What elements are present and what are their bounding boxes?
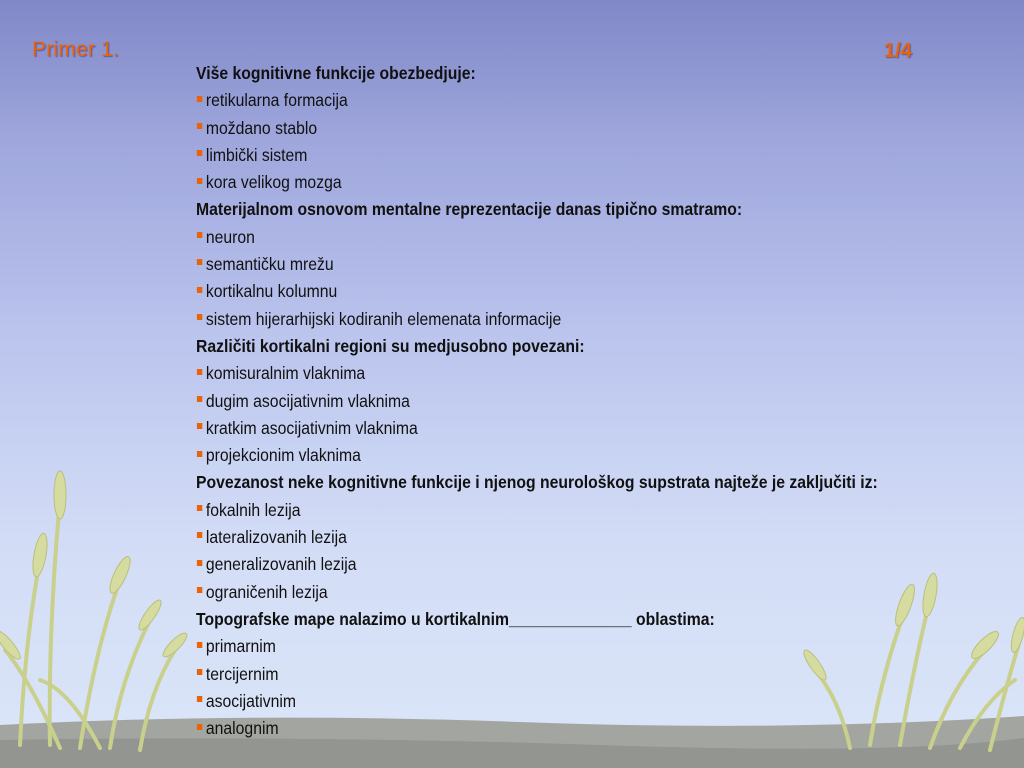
question-3-option-4[interactable]: [196, 442, 934, 469]
question-2-option-3[interactable]: [196, 278, 934, 305]
bullet-icon: [197, 669, 202, 675]
bullet-icon: [197, 532, 202, 538]
question-4-option-4[interactable]: [196, 579, 934, 606]
bullet-icon: [197, 505, 202, 511]
option-text: generalizovanih lezija: [205, 554, 357, 575]
question-3-option-3[interactable]: [196, 415, 934, 442]
option-text: semantičku mrežu: [205, 254, 334, 275]
option-text: komisuralnim vlaknima: [205, 363, 366, 384]
option-text: ograničenih lezija: [205, 581, 328, 602]
bullet-icon: [197, 232, 202, 238]
option-text: moždano stablo: [205, 117, 318, 138]
bullet-icon: [197, 423, 202, 429]
bullet-icon: [197, 724, 202, 730]
question-4-option-2[interactable]: [196, 524, 934, 551]
question-1-option-3[interactable]: [196, 142, 934, 169]
question-1-option-4[interactable]: [196, 169, 934, 196]
bullet-icon: [197, 696, 202, 702]
option-text: fokalnih lezija: [205, 499, 301, 520]
option-text: asocijativnim: [205, 690, 297, 711]
question-5-option-2[interactable]: [196, 661, 934, 688]
question-1: Više kognitivne funkcije obezbedjuje:: [196, 63, 476, 83]
question-4-option-3[interactable]: [196, 551, 934, 578]
bullet-icon: [197, 587, 202, 593]
question-5-option-4[interactable]: [196, 715, 934, 742]
bullet-icon: [197, 560, 202, 566]
question-list: [196, 60, 1016, 742]
option-text: tercijernim: [205, 663, 279, 684]
option-text: kora velikog mozga: [205, 172, 342, 193]
question-2: Materijalnom osnovom mentalne reprezentacije danas tipično smatramo:: [196, 199, 743, 220]
question-3-option-2[interactable]: [196, 388, 934, 415]
option-text: neuron: [205, 226, 255, 247]
question-5-option-1[interactable]: [196, 633, 934, 660]
bullet-icon: [197, 259, 202, 265]
slide-title: Primer 1.: [32, 38, 119, 61]
question-2-option-4[interactable]: [196, 306, 934, 333]
question-2-option-2[interactable]: [196, 251, 934, 278]
bullet-icon: [197, 451, 202, 457]
question-3: Različiti kortikalni regioni su medjusobno povezani:: [196, 335, 585, 356]
option-text: kortikalnu kolumnu: [205, 281, 338, 302]
bullet-icon: [197, 178, 202, 184]
bullet-icon: [197, 396, 202, 402]
bullet-icon: [197, 96, 202, 102]
option-text: limbički sistem: [205, 144, 308, 165]
question-4: Povezanost neke kognitivne funkcije i njenog neurološkog supstrata najteže je zaključiti iz:: [196, 472, 878, 493]
bullet-icon: [197, 642, 202, 648]
question-5-option-3[interactable]: [196, 688, 934, 715]
option-text: retikularna formacija: [205, 90, 348, 111]
left-grass-cluster: [5, 500, 175, 750]
question-1-option-2[interactable]: [196, 115, 934, 142]
question-2-option-1[interactable]: [196, 224, 934, 251]
option-text: primarnim: [205, 636, 276, 657]
option-text: projekcionim vlaknima: [205, 445, 361, 466]
question-3-option-1[interactable]: [196, 360, 934, 387]
option-text: sistem hijerarhijski kodiranih elemenata informacije: [205, 308, 562, 329]
bullet-icon: [197, 150, 202, 156]
page-indicator: 1/4: [884, 40, 912, 62]
question-5: Topografske mape nalazimo u kortikalnim______________ oblastima:: [196, 608, 715, 629]
option-text: dugim asocijativnim vlaknima: [205, 390, 410, 411]
option-text: lateralizovanih lezija: [205, 527, 347, 548]
option-text: analognim: [205, 718, 279, 739]
bullet-icon: [197, 369, 202, 375]
question-1-option-1[interactable]: [196, 87, 934, 114]
question-4-option-1[interactable]: [196, 497, 934, 524]
bullet-icon: [197, 287, 202, 293]
bullet-icon: [197, 314, 202, 320]
option-text: kratkim asocijativnim vlaknima: [205, 417, 418, 438]
bullet-icon: [197, 123, 202, 129]
